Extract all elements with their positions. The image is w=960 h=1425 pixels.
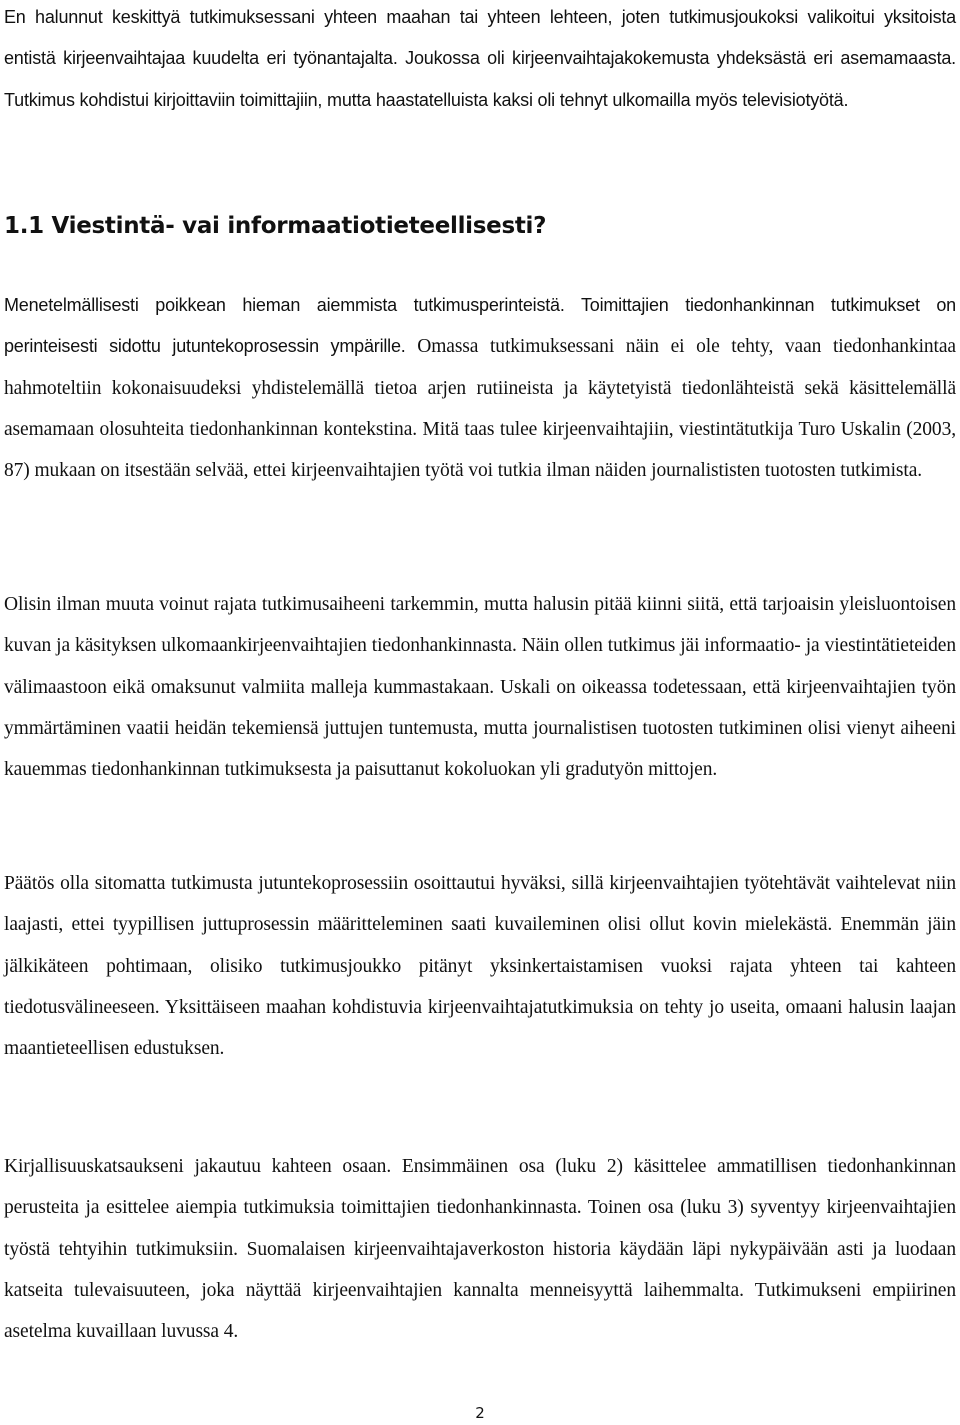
section-heading: 1.1 Viestintä- vai informaatiotieteellisesti? [4,213,547,239]
paragraph-scope: Olisin ilman muuta voinut rajata tutkimusaiheeni tarkemmin, mutta halusin pitää kiinni siitä, että tarjoaisin yleisluontoisen kuvan ja käsityksen ulkomaankirjeenvaihtajien tiedonhankinnasta. Näin ollen tutkimus jäi informaatio- ja viestintätieteiden välimaastoon eikä omaksunut valmiita malleja kummastakaan. Uskali on oikeassa todetessaan, että kirjeenvaihtajien työn ymmärtäminen vaatii heidän tekemiensä juttujen tuntemusta, mutta journalistisen tuotosten tutkiminen olisi vienyt aiheeni kauemmas tiedonhankinnan tutkimuksesta ja paisuttanut kokoluokan yli gradutyön mittojen. [4,594,956,781]
methodology-sentence-1: Menetelmällisesti poikkean hieman aiemmista tutkimusperinteistä. [4,295,565,315]
methodology-sentence-3: Omassa tutkimuksessani näin ei ole tehty, vaan tiedonhankintaa hahmoteltiin kokonaisuudeksi yhdistelemällä tietoa arjen rutiineista ja käytetyistä tiedonlähteistä sekä käsittelemällä asemamaan olosuhteita tiedonhankinnan kontekstina. Mitä taas tulee kirjeenvaihtajiin, viestintätutkija Turo Uskalin (2003, 87) mukaan on itsestään selvää, ettei kirjeenvaihtajien työtä voi tutkia ilman näiden journalististen tuotosten tutkimista. [4,336,956,482]
paragraph-research-group: En halunnut keskittyä tutkimuksessani yhteen maahan tai yhteen lehteen, joten tutkimusjoukoksi valikoitui yksitoista entistä kirjeenvaihtajaa kuudelta eri työnantajalta. Joukossa oli kirjeenvaihtajakokemusta yhdeksästä eri asemamaasta. Tutkimus kohdistui kirjoittaviin toimittajiin, mutta haastatelluista kaksi oli tehnyt ulkomailla myös televisiotyötä. [4,7,956,110]
paragraph-decision: Päätös olla sitomatta tutkimusta jutuntekoprosessiin osoittautui hyväksi, sillä kirjeenvaihtajien työtehtävät vaihtelevat niin laajasti, ettei tyypillisen juttuprosessin määritteleminen saati kuvaileminen olisi ollut kovin mielekästä. Enemmän jäin jälkikäteen pohtimaan, olisiko tutkimusjoukko pitänyt yksinkertaistamisen vuoksi rajata yhteen tai kahteen tiedotusvälineeseen. Yksittäiseen maahan kohdistuvia kirjeenvaihtajatutkimuksia on tehty jo useita, omaani halusin laajan maantieteellisen edustuksen. [4,873,956,1060]
page-number: 2 [475,1404,485,1422]
methodology-sentence-2: Toimittajien tiedonhankinnan tutkimukset on perinteisesti sidottu jutuntekoprosessin ympärille. [4,295,956,357]
paragraph-structure: Kirjallisuuskatsaukseni jakautuu kahteen osaan. Ensimmäinen osa (luku 2) käsittelee ammatillisen tiedonhankinnan perusteita ja esittelee aiempia tutkimuksia toimittajien tiedonhankinnasta. Toinen osa (luku 3) syventyy kirjeenvaihtajien työstä tehtyihin tutkimuksiin. Suomalaisen kirjeenvaihtajaverkoston historia käydään läpi nykypäivään asti ja luodaan katseita tulevaisuuteen, joka näyttää kirjeenvaihtajien kannalta menneisyyttä laihemmalta. Tutkimukseni empiirinen asetelma kuvaillaan luvussa 4. [4,1156,956,1343]
paragraph-methodology [4,285,956,491]
